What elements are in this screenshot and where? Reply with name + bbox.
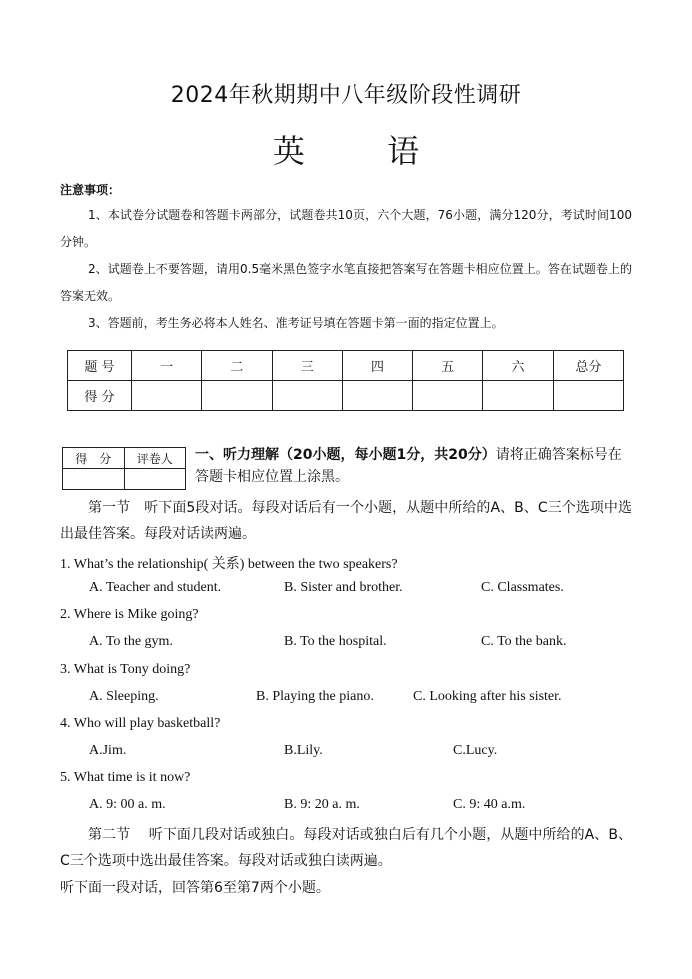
grader-name-label: 评卷人 <box>124 448 186 469</box>
option-2a: A. To the gym. <box>89 634 173 649</box>
score-cell <box>202 381 272 411</box>
option-4c: C.Lucy. <box>453 743 498 758</box>
part-two-instructions: 第二节 听下面几段对话或独白。每段对话或独白后有几个小题，从题中所给的A、B、C三个选项中选出最佳答案。每段对话或独白读两遍。 <box>60 827 632 869</box>
question-1: 1. What’s the relationship( 关系) between the two speakers? <box>60 557 398 572</box>
option-4b: B.Lily. <box>284 743 323 758</box>
question-4: 4. Who will play basketball? <box>60 716 221 731</box>
grader-score-label: 得 分 <box>63 448 125 469</box>
score-header-cell: 题 号 <box>68 351 132 381</box>
notice-item-1: 1、本试卷分试题卷和答题卡两部分，试题卷共10页，六个大题，76小题，满分120分，考试时间100分钟。 <box>60 208 632 249</box>
score-cell <box>553 381 623 411</box>
score-row-label: 得 分 <box>68 381 132 411</box>
option-4a: A.Jim. <box>89 743 127 758</box>
score-header-cell: 四 <box>342 351 412 381</box>
score-cell <box>413 381 483 411</box>
score-cell <box>483 381 553 411</box>
exam-title: 2024年秋期期中八年级阶段性调研 <box>170 83 522 108</box>
section-heading-instruction: 请将正确答案标号在答题卡相应位置上涂黑。 <box>195 447 622 485</box>
question-3: 3. What is Tony doing? <box>60 662 191 677</box>
grader-score-cell <box>63 469 125 490</box>
notice-title: 注意事项： <box>60 183 121 197</box>
subject-title: 英 语 <box>272 132 456 170</box>
score-header-cell: 总分 <box>553 351 623 381</box>
score-table <box>67 350 624 411</box>
score-cell <box>342 381 412 411</box>
option-5b: B. 9: 20 a. m. <box>284 797 360 812</box>
score-cell <box>132 381 202 411</box>
option-5a: A. 9: 00 a. m. <box>89 797 166 812</box>
part-two-sub-instruction: 听下面一段对话，回答第6至第7两个小题。 <box>60 880 330 896</box>
score-table-score-row <box>68 381 624 411</box>
option-1a: A. Teacher and student. <box>89 580 222 595</box>
score-table-header-row <box>68 351 624 381</box>
grader-table <box>62 447 186 490</box>
notice-item-3: 3、答题前，考生务必将本人姓名、准考证号填在答题卡第一面的指定位置上。 <box>88 316 504 330</box>
section-heading <box>195 444 627 488</box>
score-header-cell: 五 <box>413 351 483 381</box>
score-header-cell: 二 <box>202 351 272 381</box>
score-header-cell: 一 <box>132 351 202 381</box>
option-1c: C. Classmates. <box>481 580 564 595</box>
option-5c: C. 9: 40 a.m. <box>453 797 526 812</box>
section-heading-bold: 一、听力理解（20小题，每小题1分，共20分） <box>195 447 496 463</box>
option-2b: B. To the hospital. <box>284 634 387 649</box>
part-one-instructions: 第一节 听下面5段对话。每段对话后有一个小题，从题中所给的A、B、C三个选项中选出最佳答案。每段对话读两遍。 <box>60 500 632 542</box>
notice-item-2: 2、试题卷上不要答题，请用0.5毫米黑色签字水笔直接把答案写在答题卡相应位置上。答在试题卷上的答案无效。 <box>60 262 632 303</box>
question-5: 5. What time is it now? <box>60 770 191 785</box>
score-header-cell: 三 <box>272 351 342 381</box>
score-cell <box>272 381 342 411</box>
score-header-cell: 六 <box>483 351 553 381</box>
option-3b: B. Playing the piano. <box>256 689 374 704</box>
option-2c: C. To the bank. <box>481 634 567 649</box>
question-2: 2. Where is Mike going? <box>60 607 199 622</box>
option-3a: A. Sleeping. <box>89 689 159 704</box>
option-1b: B. Sister and brother. <box>284 580 403 595</box>
grader-name-cell <box>124 469 186 490</box>
option-3c: C. Looking after his sister. <box>413 689 562 704</box>
